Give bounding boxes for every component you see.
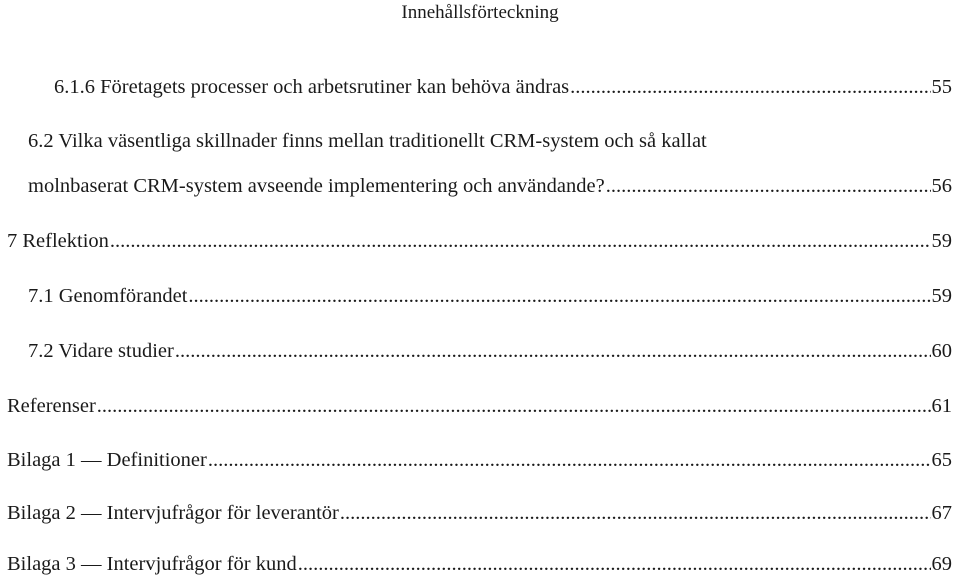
toc-entry[interactable] (28, 283, 952, 309)
toc-leader-dots (207, 447, 931, 473)
toc-entry-text: Bilaga 3 — Intervjufrågor för kund (7, 553, 297, 575)
toc-leader-dots (339, 500, 931, 526)
toc-entry[interactable] (7, 500, 952, 526)
toc-entry-page: 59 (931, 285, 952, 307)
toc-entry[interactable] (28, 173, 952, 199)
toc-entry-text: Bilaga 2 — Intervjufrågor för leverantör (7, 502, 339, 524)
toc-entry-text: 7 Reflektion (7, 230, 109, 252)
toc-leader-dots (569, 74, 930, 100)
toc-leader-dots (297, 551, 931, 577)
toc-entry-page: 59 (931, 230, 952, 252)
toc-entry-page: 67 (931, 502, 952, 524)
toc-entry-text: molnbaserat CRM-system avseende implementering och användande? (28, 175, 605, 197)
toc-entry-text: Referenser (7, 395, 96, 417)
toc-entry-page: 60 (931, 340, 952, 362)
toc-leader-dots (174, 338, 931, 364)
toc-entry-page: 61 (931, 395, 952, 417)
toc-entry-page: 56 (931, 175, 952, 197)
toc-leader-dots (187, 283, 930, 309)
toc-entry-page: 65 (931, 449, 952, 471)
toc-entry-page: 55 (931, 76, 952, 98)
toc-entry-page: 69 (931, 553, 952, 575)
toc-entry[interactable] (28, 338, 952, 364)
toc-entry-text: 6.1.6 Företagets processer och arbetsrutiner kan behöva ändras (54, 76, 570, 98)
toc-leader-dots (109, 228, 931, 254)
toc-entry[interactable] (7, 228, 952, 254)
toc-entry[interactable] (7, 447, 952, 473)
toc-leader-dots (605, 173, 931, 199)
toc-entry-text: 7.1 Genomförandet (28, 285, 188, 307)
toc-entry-text: Bilaga 1 — Definitioner (7, 449, 207, 471)
toc-entry[interactable] (54, 74, 952, 100)
toc-leader-dots (96, 393, 931, 419)
toc-entry-line1[interactable]: 6.2 Vilka väsentliga skillnader finns mellan traditionellt CRM-system och så kallat (28, 130, 707, 152)
toc-entry[interactable] (7, 393, 952, 419)
page-header-title: Innehållsförteckning (401, 2, 559, 23)
toc-entry-text: 7.2 Vidare studier (28, 340, 174, 362)
toc-entry[interactable] (7, 551, 952, 577)
